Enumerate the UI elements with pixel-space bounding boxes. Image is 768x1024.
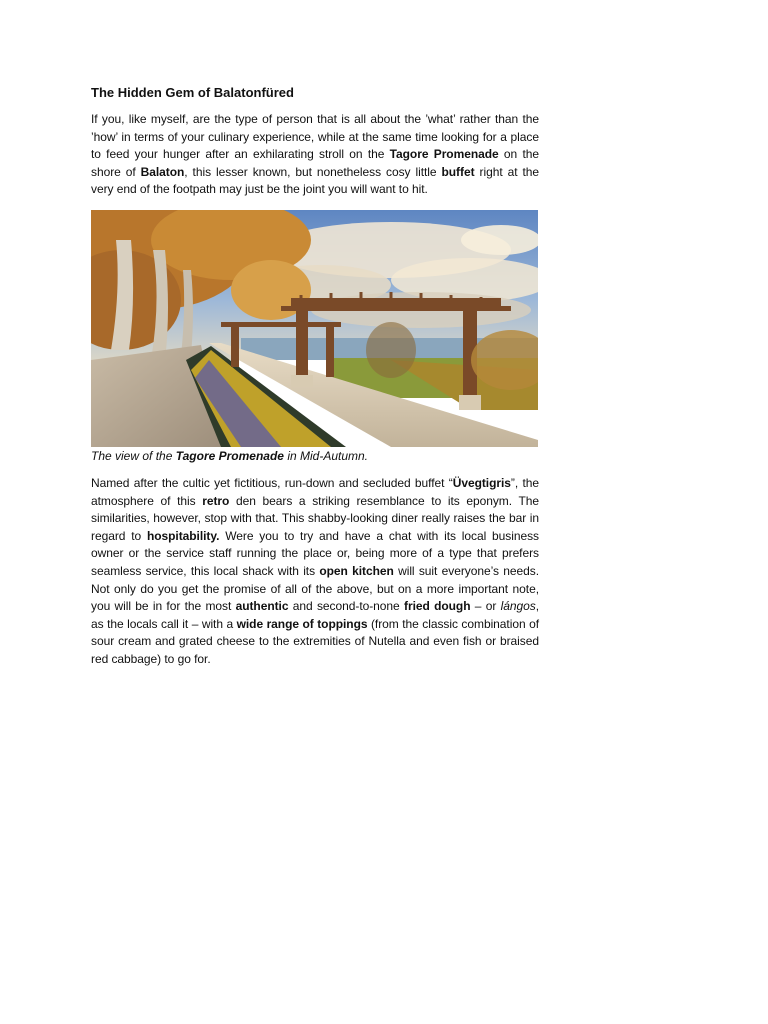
text-run: on the shore of [91,147,539,179]
text-run: hospitability. [146,528,220,543]
text-run: and second-to-none [288,599,404,614]
text-run: Balaton [140,164,185,179]
text-run: authentic [235,599,289,614]
text-run: If you, like myself, are the type of person that is all about the ’what’ rather than the ’how’ in terms of your culinary experience, while at the same time looking for a place to feed your hunger after an exhilarating stroll on the [91,112,539,162]
photo-caption [91,448,539,465]
text-run: Named after the cultic yet fictitious, run-down and secluded buffet “ [91,475,453,490]
document-page [91,84,539,669]
text-run: buffet [441,164,475,179]
article-title: The Hidden Gem of Balatonfüred [91,85,294,100]
text-run: The view of the [91,448,176,463]
text-run: , as the locals call it – with a [91,599,539,631]
text-run: , this lesser known, but nonetheless cosy little [184,164,442,179]
text-run: (from the classic combination of sour cream and grated cheese to the extremities of Nutella and even fish or braised red cabbage) to go for. [91,616,539,666]
text-run: fried dough [404,599,471,614]
text-run: in Mid-Autumn. [283,448,369,463]
text-run: den bears a striking resemblance to its eponym. The similarities, however, stop with that. This shabby-looking diner really raises the bar in regard to [91,493,540,543]
text-run: – or [470,599,501,614]
text-run: Tagore Promenade [175,448,284,463]
text-run: open kitchen [319,563,394,578]
intro-paragraph [91,111,539,199]
text-run: Üvegtigris [452,475,511,490]
main-paragraph [91,475,539,669]
text-run: Were you to try and have a chat with its local business owner or the service staff running the place or, being more of a type that prefers seamless service, this local shack with its [91,528,539,578]
promenade-photo [91,210,538,447]
text-run: lángos [500,599,536,614]
text-run: ”, the atmosphere of this [91,475,540,508]
text-run: right at the very end of the footpath may just be the joint you will want to hit. [91,164,539,197]
text-run: will suit everyone’s needs. Not only do you get the promise of all of the above, but on a more important note, you will be in for the most [91,563,539,614]
text-run: Tagore Promenade [389,147,499,162]
text-run: wide range of toppings [236,616,368,631]
text-run: retro [202,493,230,508]
